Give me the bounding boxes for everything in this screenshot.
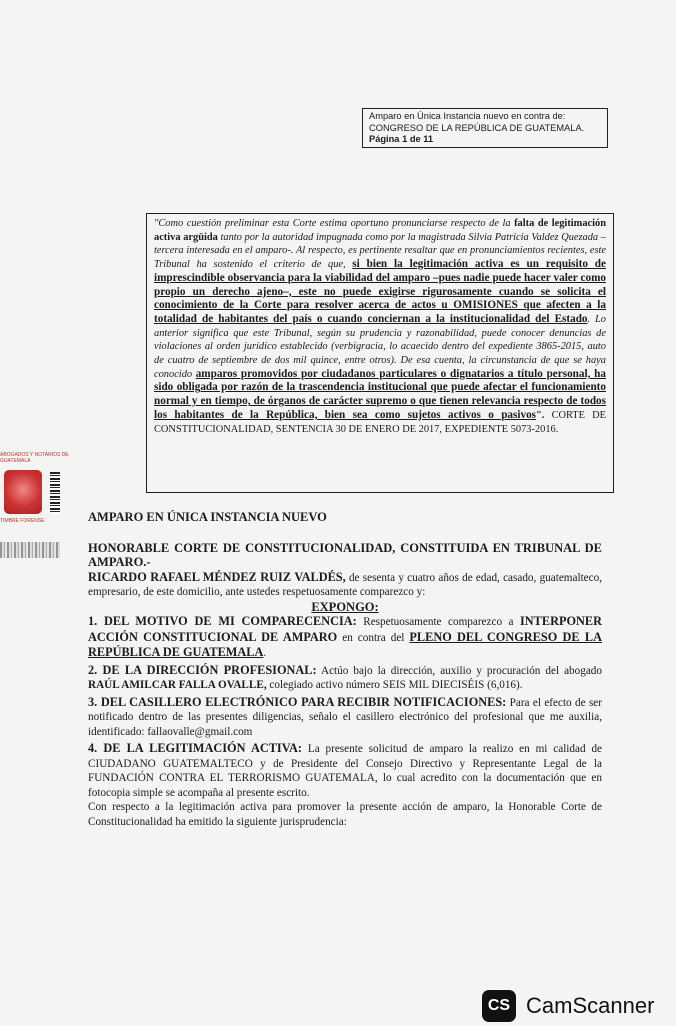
- section-1-text-c: en contra del: [337, 631, 410, 644]
- section-1: [88, 614, 602, 661]
- stamp-emblem-icon: [4, 470, 42, 514]
- case-header-line2: CONGRESO DE LA REPÚBLICA DE GUATEMALA.: [369, 122, 585, 133]
- page-number: Página 1 de 11: [369, 134, 434, 144]
- petitioner-name: RICARDO RAFAEL MÉNDEZ RUIZ VALDÉS,: [88, 569, 346, 584]
- stamp-strip: [0, 542, 60, 558]
- section-4-followup: Con respecto a la legitimación activa para promover la presente acción de amparo, la Honorable Corte de Constitucionalidad ha emitido la siguiente jurisprudencia:: [88, 801, 602, 828]
- section-3: [88, 695, 602, 740]
- section-3-text: Para el efecto de ser notificado dentro de las presentes diligencias, señalo el casillero electrónico del profesional que me auxilia, identificado: fallaovalle@gmail.com: [88, 696, 602, 738]
- section-1-action: INTERPONER ACCIÓN CONSTITUCIONAL DE AMPARO: [88, 614, 602, 644]
- quote-close: ".: [536, 409, 552, 421]
- section-1-text-e: .: [263, 647, 267, 659]
- case-header-box: [362, 108, 608, 148]
- quote-bold-1: falta de legitimación activa argüida: [154, 218, 606, 243]
- expongo-heading: EXPONGO:: [311, 599, 379, 614]
- section-4-text: La presente solicitud de amparo la realizo en mi calidad de CIUDADANO GUATEMALTECO y de Presidente del Consejo Directivo y Representante Legal de la FUNDACIÓN CONTRA EL TERRORISMO GUATEMALA, lo cual acredito con la documentación que en fotocopia simple se acompaña al presente escrito.: [88, 743, 602, 799]
- intro-text: de sesenta y cuatro años de edad, casado, guatemalteco, empresario, de este domicilio, ante ustedes respetuosamente comparezco y:: [88, 571, 603, 598]
- addressee: HONORABLE CORTE DE CONSTITUCIONALIDAD, CONSTITUIDA EN TRIBUNAL DE AMPARO.-: [88, 540, 602, 569]
- section-2: [88, 663, 602, 693]
- document-title: AMPARO EN ÚNICA INSTANCIA NUEVO: [88, 510, 327, 524]
- camscanner-brand: CamScanner: [526, 993, 655, 1018]
- quote-text-1: "Como cuestión preliminar esta Corte estima oportuno pronunciarse respecto de la: [154, 218, 515, 229]
- attorney-name: RAÚL AMILCAR FALLA OVALLE,: [88, 679, 267, 691]
- section-4: [88, 741, 602, 800]
- jurisprudence-quote-box: [146, 213, 614, 493]
- section-2-title: 2. DE LA DIRECCIÓN PROFESIONAL:: [88, 662, 317, 677]
- section-2-text-c: colegiado activo número SEIS MIL DIECISÉIS (6,016).: [266, 679, 523, 691]
- intro-paragraph: [88, 570, 602, 600]
- barcode-icon: [50, 472, 60, 514]
- section-4-title: 4. DE LA LEGITIMACIÓN ACTIVA:: [88, 741, 302, 755]
- quote-text-3: . Lo anterior significa que este Tribunal, según su prudencia y razonabilidad, puede conocer denuncias de violaciones al orden jurídico establecido (verbigracia, lo acaecido dentro del expediente 3865-2015, auto de cuatro de septiembre de dos mil quince, entre otros). De esa cuenta, la circunstancia de que se haya conocido: [154, 313, 607, 380]
- quote-underlined-2: amparos promovidos por ciudadanos particulares o dignatarios a título personal, ha sido obligada por razón de la trascendencia institucional que puede afectar el funcionamiento normal y en tiempo, de órganos de carácter supremo o que tienen relevancia respecto de todos los habitantes de la República, bien sea como sujetos activos o pasivos: [154, 367, 606, 421]
- document-body: [88, 510, 602, 829]
- section-1-text-a: Respetuosamente comparezco a: [356, 616, 520, 628]
- section-2-text-a: Actúo bajo la dirección, auxilio y procuración del abogado: [316, 664, 602, 677]
- case-header-line1: Amparo en Única Instancia nuevo en contra de:: [369, 111, 566, 121]
- camscanner-watermark: [482, 986, 654, 1026]
- quote-text-2: tanto por la autoridad impugnada como por la magistrada Silvia Patricia Valdez Quezada –tercera interesada en el amparo-. Al respecto, es pertinente resaltar que en pronunciamientos recientes, este Tribunal ha sostenido el criterio de que,: [154, 231, 606, 271]
- stamp-bottom-text: TIMBRE FORENSE: [0, 518, 45, 524]
- notary-stamp: [0, 452, 72, 560]
- camscanner-icon: CS: [482, 990, 516, 1022]
- quote-underlined-1: si bien la legitimación activa es un requisito de imprescindible observancia para la viabilidad del amparo –pues nadie puede hacer valer como propio un derecho ajeno–, este no puede exigirse rigurosamente cuando se solicita el conocimiento de la Corte para resolver acerca de actos u OMISIONES que afecten a la totalidad de habitantes del país o cuando conciernan a la institucionalidad del Estado: [154, 258, 606, 325]
- quote-citation: CORTE DE CONSTITUCIONALIDAD, SENTENCIA 30 DE ENERO DE 2017, EXPEDIENTE 5073-2016.: [154, 409, 607, 435]
- stamp-top-text: ABOGADOS Y NOTARIOS DE GUATEMALA: [0, 452, 69, 464]
- section-1-title: 1. DEL MOTIVO DE MI COMPARECENCIA:: [88, 614, 357, 628]
- section-1-respondent: PLENO DEL CONGRESO DE LA REPÚBLICA DE GUATEMALA: [88, 629, 602, 659]
- section-3-title: 3. DEL CASILLERO ELECTRÓNICO PARA RECIBIR NOTIFICACIONES:: [88, 694, 507, 709]
